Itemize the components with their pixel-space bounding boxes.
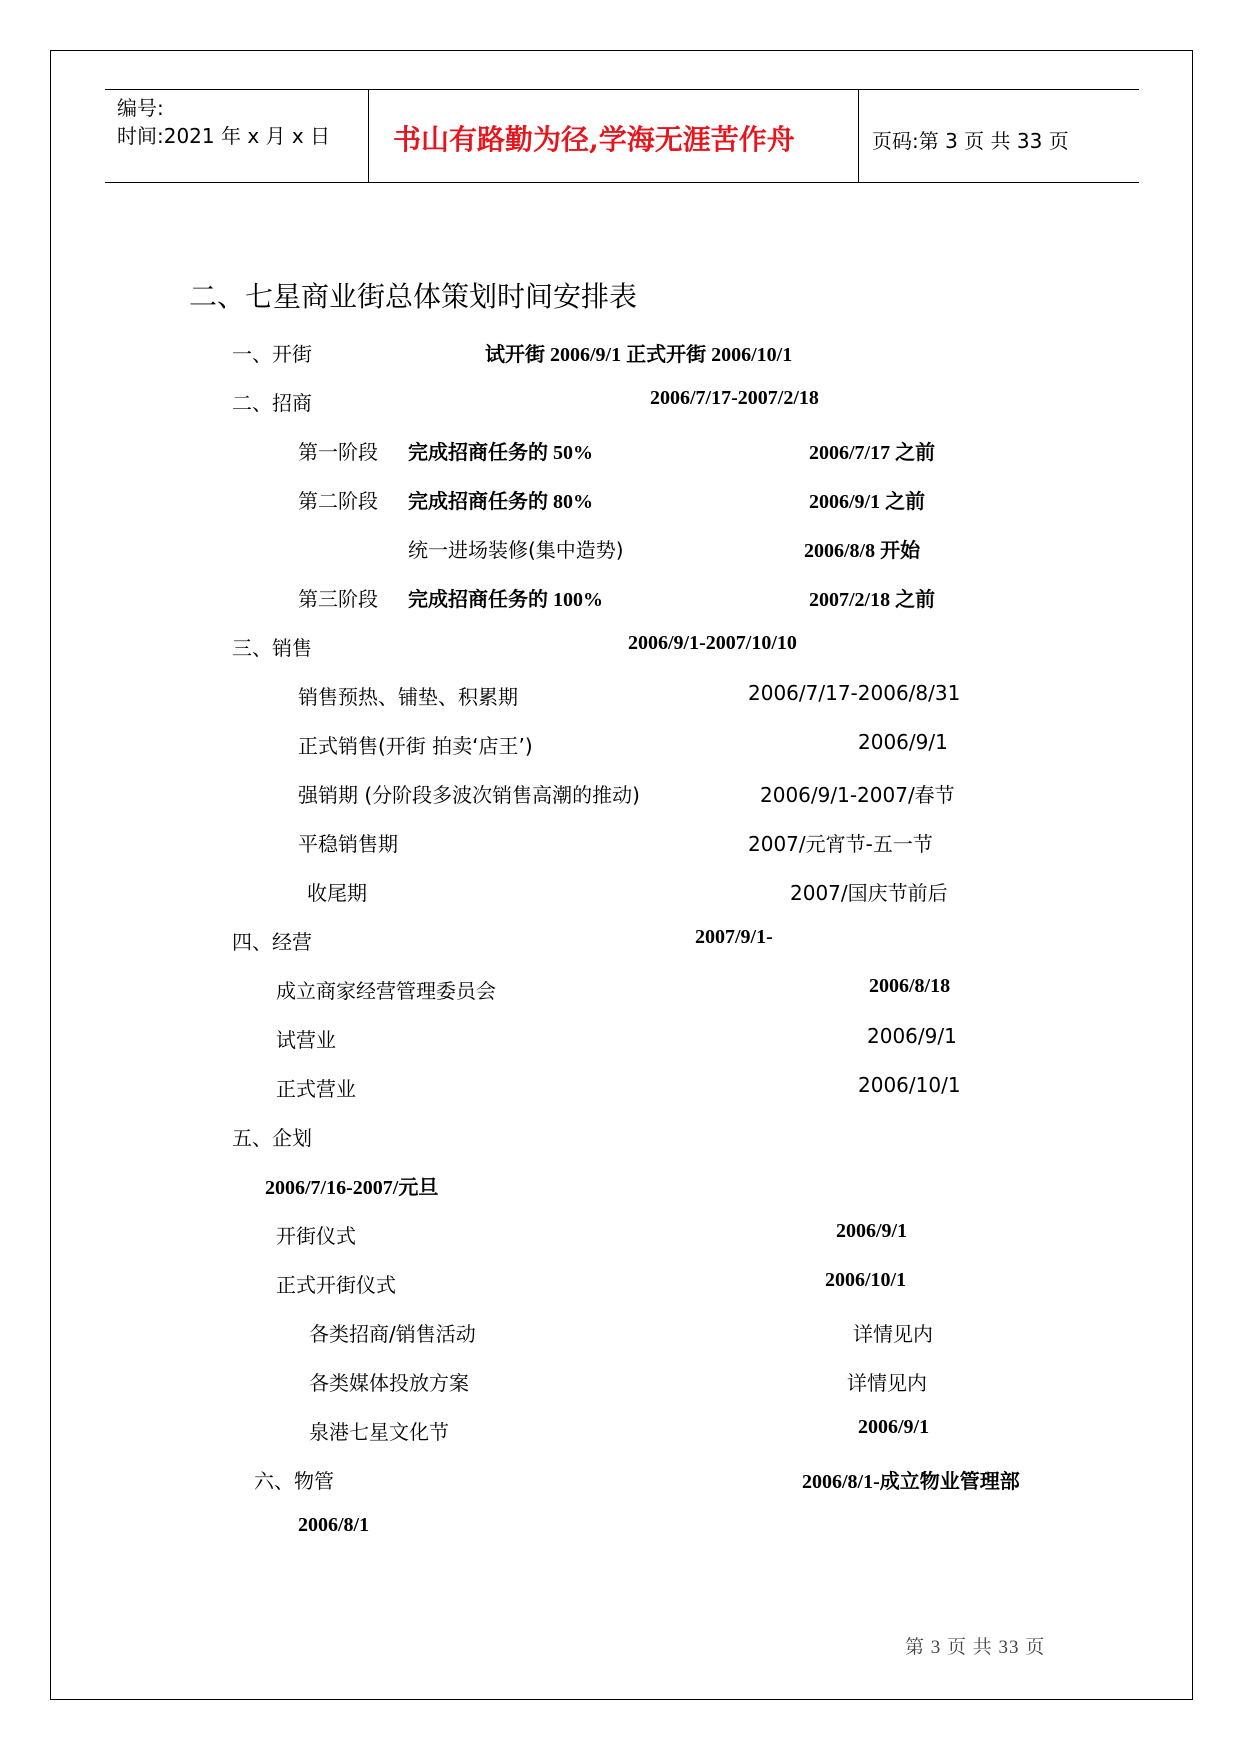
stage-task: 统一进场装修(集中造势) (408, 538, 624, 562)
header-number-label: 编号: (117, 96, 164, 120)
section-date: 2006/8/1-成立物业管理部 (802, 1471, 1020, 1493)
list-item-date: 2007/国庆节前后 (790, 881, 948, 905)
list-item-task: 强销期 (分阶段多波次销售高潮的推动) (298, 783, 640, 807)
stage-label: 第二阶段 (298, 489, 378, 513)
section-label: 三、销售 (232, 636, 312, 660)
list-item-task: 各类媒体投放方案 (309, 1371, 469, 1395)
list-item-date: 详情见内 (853, 1322, 933, 1346)
section-date: 2007/9/1- (695, 926, 773, 948)
page-footer: 第 3 页 共 33 页 (905, 1637, 1046, 1658)
stage-label: 第三阶段 (298, 587, 378, 611)
stage-date: 2006/8/8 开始 (804, 540, 921, 562)
list-item-task: 开街仪式 (276, 1224, 356, 1248)
section-date: 2006/7/16-2007/元旦 (265, 1177, 439, 1199)
stage-date: 2006/7/17 之前 (809, 442, 936, 464)
list-item-task: 收尾期 (307, 881, 367, 905)
list-item-date: 2007/元宵节-五一节 (748, 832, 933, 856)
list-item-task: 平稳销售期 (298, 832, 398, 856)
header-motto: 书山有路勤为径,学海无涯苦作舟 (393, 123, 795, 156)
list-item-date: 2006/7/17-2006/8/31 (748, 681, 961, 705)
page-title: 二、七星商业街总体策划时间安排表 (189, 280, 638, 313)
list-item-date: 2006/9/1 (836, 1220, 908, 1242)
stage-date: 2007/2/18 之前 (809, 589, 936, 611)
stage-task: 完成招商任务的 100% (408, 589, 603, 611)
stage-date: 2006/9/1 之前 (809, 491, 926, 513)
section-date: 2006/7/17-2007/2/18 (650, 387, 819, 409)
list-item-task: 正式销售(开街 拍卖‘店王’) (298, 734, 533, 758)
list-item-date: 2006/9/1-2007/春节 (760, 783, 955, 807)
stage-label: 第一阶段 (298, 440, 378, 464)
section-label: 二、招商 (232, 391, 312, 415)
list-item-task: 正式开街仪式 (276, 1273, 396, 1297)
list-item-date: 2006/9/1 (867, 1024, 957, 1048)
section-label: 四、经营 (232, 930, 312, 954)
list-item-date: 2006/9/1 (858, 1416, 930, 1438)
header-divider-left (368, 90, 369, 183)
stage-task: 完成招商任务的 50% (408, 442, 593, 464)
header-top-rule (105, 89, 1139, 90)
section-date-secondary: 2006/8/1 (298, 1514, 370, 1536)
list-item-task: 泉港七星文化节 (309, 1420, 449, 1444)
section-label: 一、开街 (232, 342, 312, 366)
list-item-date: 2006/10/1 (858, 1073, 961, 1097)
stage-task: 完成招商任务的 80% (408, 491, 593, 513)
header-bottom-rule (105, 182, 1139, 183)
list-item-task: 试营业 (276, 1028, 336, 1052)
header-divider-right (858, 90, 859, 183)
section-label: 五、企划 (232, 1126, 312, 1150)
header-page-label: 页码:第 3 页 共 33 页 (872, 129, 1069, 153)
section-date: 试开街 2006/9/1 正式开街 2006/10/1 (485, 344, 793, 366)
list-item-date: 详情见内 (847, 1371, 927, 1395)
section-label: 六、物管 (254, 1469, 334, 1493)
list-item-date: 2006/9/1 (858, 730, 948, 754)
header-time-label: 时间:2021 年 x 月 x 日 (117, 124, 331, 148)
list-item-task: 正式营业 (276, 1077, 356, 1101)
list-item-task: 成立商家经营管理委员会 (276, 979, 496, 1003)
list-item-task: 各类招商/销售活动 (309, 1322, 476, 1346)
list-item-date: 2006/10/1 (825, 1269, 907, 1291)
section-date: 2006/9/1-2007/10/10 (628, 632, 797, 654)
list-item-task: 销售预热、铺垫、积累期 (298, 685, 518, 709)
list-item-date: 2006/8/18 (869, 975, 951, 997)
